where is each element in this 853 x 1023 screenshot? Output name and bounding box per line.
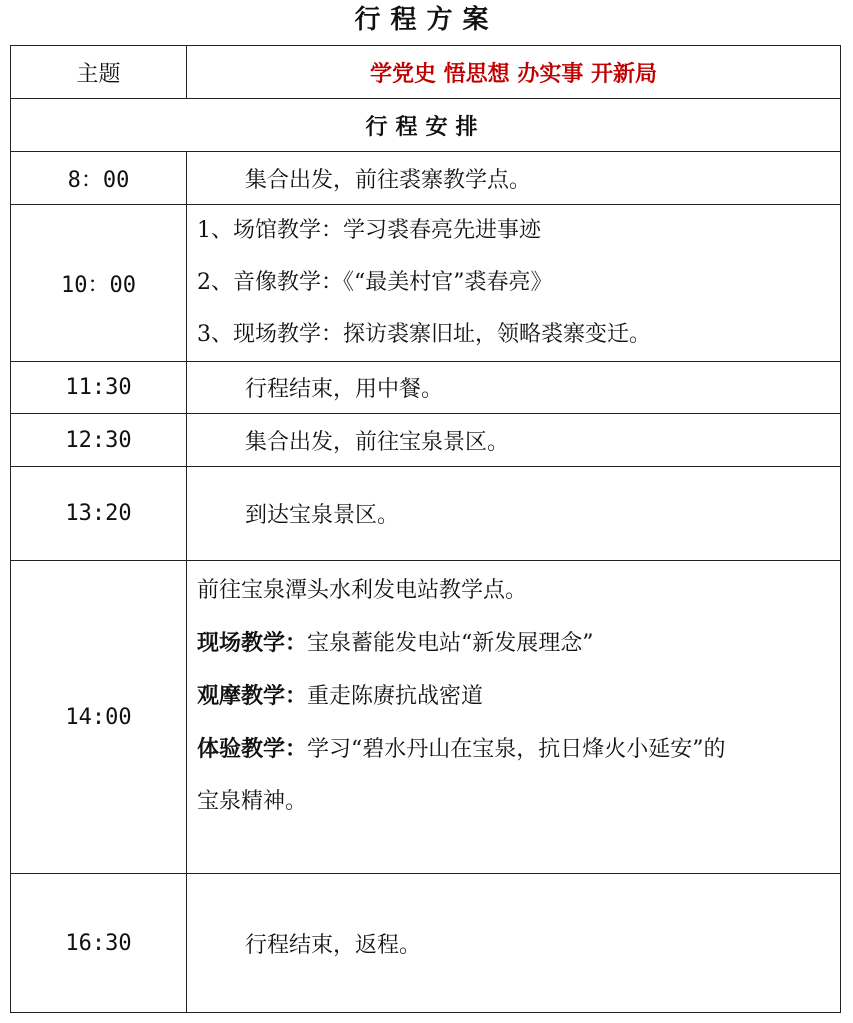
activity-line bbox=[197, 617, 830, 670]
activity-cell bbox=[187, 205, 841, 362]
theme-value: 学党史 悟思想 办实事 开新局 bbox=[187, 46, 841, 99]
time-cell: 8：00 bbox=[11, 152, 187, 205]
time-cell: 14:00 bbox=[11, 561, 187, 874]
activity-cell bbox=[187, 561, 841, 874]
theme-label: 主题 bbox=[11, 46, 187, 99]
activity-cell: 集合出发，前往宝泉景区。 bbox=[187, 414, 841, 467]
time-cell: 11:30 bbox=[11, 362, 187, 414]
activity-line bbox=[197, 723, 830, 776]
table-row bbox=[11, 362, 841, 414]
table-row bbox=[11, 414, 841, 467]
theme-row bbox=[11, 46, 841, 99]
table-row bbox=[11, 561, 841, 874]
item-label: 现场教学： bbox=[197, 630, 308, 656]
item-label: 观摩教学： bbox=[197, 683, 308, 709]
time-cell: 12:30 bbox=[11, 414, 187, 467]
activity-cell: 集合出发，前往裘寨教学点。 bbox=[187, 152, 841, 205]
activity-cell: 到达宝泉景区。 bbox=[187, 467, 841, 561]
time-cell: 10：00 bbox=[11, 205, 187, 362]
activity-line: 1、场馆教学：学习裘春亮先进事迹 bbox=[197, 218, 541, 243]
table-row bbox=[11, 152, 841, 205]
table-row bbox=[11, 874, 841, 1013]
schedule-table bbox=[10, 45, 841, 1013]
activity-line: 宝泉精神。 bbox=[197, 789, 308, 814]
activity-line: 前往宝泉潭头水利发电站教学点。 bbox=[197, 578, 528, 603]
item-text: 学习“碧水丹山在宝泉，抗日烽火小延安”的 bbox=[307, 737, 726, 762]
activity-line: 3、现场教学：探访裘寨旧址，领略裘寨变迁。 bbox=[197, 322, 651, 347]
item-text: 重走陈赓抗战密道 bbox=[307, 684, 484, 709]
table-row bbox=[11, 467, 841, 561]
table-row bbox=[11, 205, 841, 362]
activity-line bbox=[197, 670, 830, 723]
activity-cell: 行程结束，用中餐。 bbox=[187, 362, 841, 414]
activity-line: 2、音像教学：《“最美村官”裘春亮》 bbox=[197, 270, 553, 295]
page-title: 行程方案 bbox=[354, 5, 499, 35]
section-row bbox=[11, 99, 841, 152]
activity-cell: 行程结束，返程。 bbox=[187, 874, 841, 1013]
item-label: 体验教学： bbox=[197, 736, 308, 762]
time-cell: 13:20 bbox=[11, 467, 187, 561]
item-text: 宝泉蓄能发电站“新发展理念” bbox=[307, 631, 594, 656]
section-heading: 行程安排 bbox=[11, 99, 841, 152]
time-cell: 16:30 bbox=[11, 874, 187, 1013]
